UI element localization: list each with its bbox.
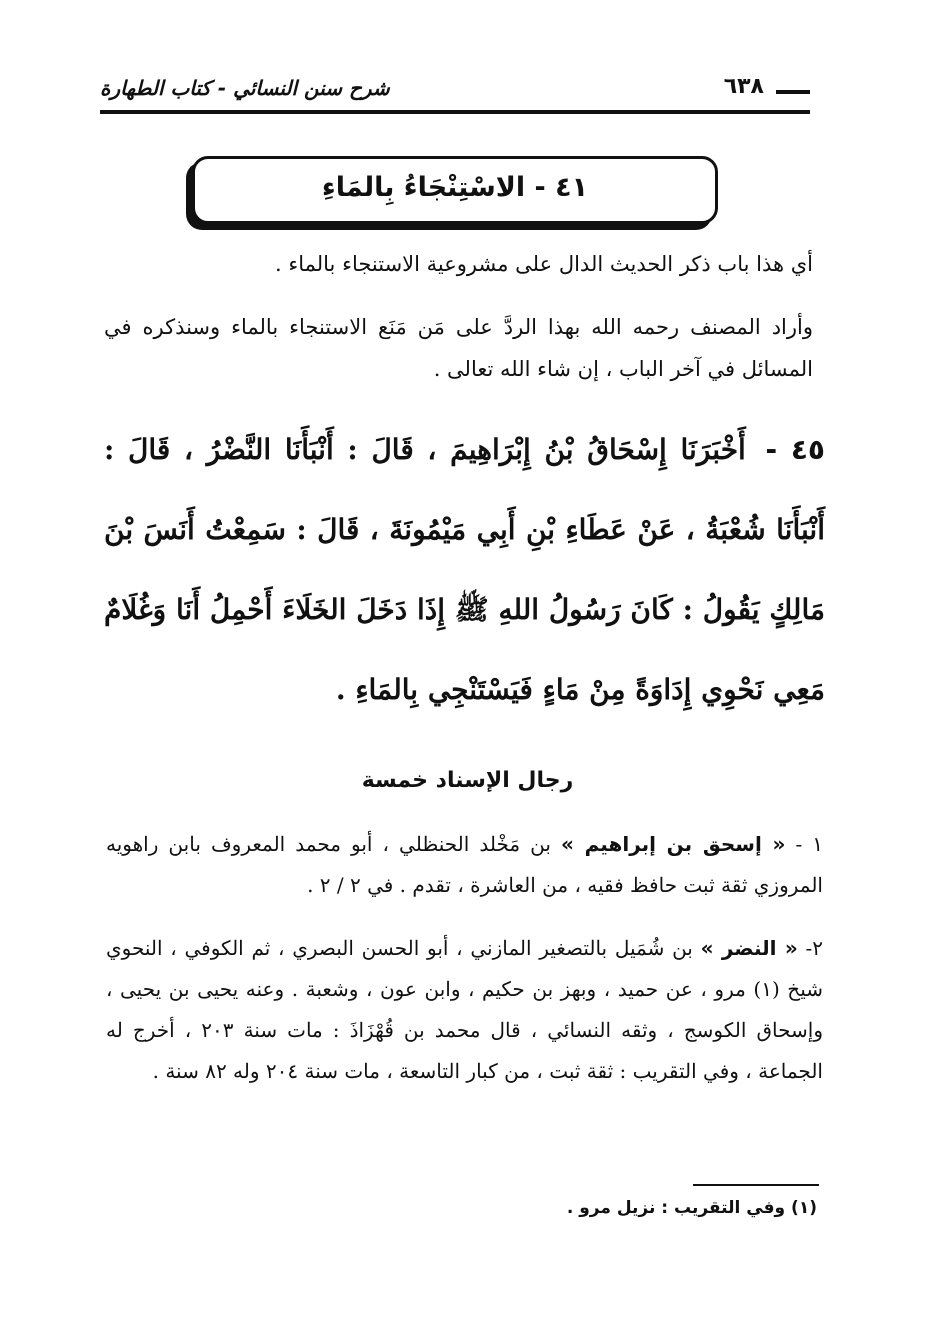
intro-paragraph-1: أي هذا باب ذكر الحديث الدال على مشروعية الاستنجاء بالماء . (275, 252, 813, 276)
hadith-body: أَخْبَرَنَا إِسْحَاقُ بْنُ إِبْرَاهِيمَ ، قَالَ : أَنْبَأَنَا النَّضْرُ ، قَالَ : أَنْبَأَنَا شُعْبَةُ ، عَنْ عَطَاءِ بْنِ أَبِي مَيْمُونَةَ ، قَالَ : سَمِعْتُ أَنَسَ بْنَ مَالِكٍ يَقُولُ : كَانَ رَسُولُ اللهِ ﷺ إِذَا دَخَلَ الخَلَاءَ أَحْمِلُ أَنَا وَغُلَامٌ مَعِي نَحْوِي إِدَاوَةً مِنْ مَاءٍ فَيَسْتَنْجِي بِالمَاءِ . (104, 433, 825, 706)
narrator-description: بن شُمَيل بالتصغير المازني ، أبو الحسن البصري ، ثم الكوفي ، النحوي شيخ (١) مرو ، عن حميد ، وبهز بن حكيم ، وابن عون ، وشعبة . وعنه يحيى بن يحيى ، وإسحاق الكوسج ، وثقه النسائي ، قال محمد بن قُهْزَاذَ : مات سنة ٢٠٣ ، أخرج له الجماعة ، وفي التقريب : ثقة ثبت ، من كبار التاسعة ، مات سنة ٢٠٤ وله ٨٢ سنة . (106, 936, 823, 1083)
running-header (100, 70, 810, 114)
header-dash (776, 90, 810, 94)
footnote-separator (693, 1184, 819, 1186)
narrator-entry-1 (106, 824, 823, 906)
narrator-description: بن مَخْلد الحنظلي ، أبو محمد المعروف بابن راهويه المروزي ثقة ثبت حافظ فقيه ، من العاشرة ، تقدم . في ٢ / ٢ . (106, 832, 823, 897)
hadith-number: ٤٥ - (765, 433, 825, 466)
narrator-name: « إسحق بن إبراهيم » (561, 832, 786, 856)
narrator-name: « النضر » (700, 936, 798, 960)
narrator-number: ٢- (805, 936, 823, 960)
book-title: شرح سنن النسائي - كتاب الطهارة (100, 76, 390, 100)
page-number: ٦٣٨ (718, 74, 770, 99)
chapter-title-box (192, 156, 718, 224)
chapter-title: ٤١ - الاسْتِنْجَاءُ بِالمَاءِ (321, 172, 589, 203)
narrator-entry-2 (106, 928, 823, 1092)
narrator-number: ١ - (795, 832, 824, 856)
footnote-1: (١) وفي التقريب : نزيل مرو . (566, 1198, 817, 1218)
intro-paragraph-2: وأراد المصنف رحمه الله بهذا الردَّ على مَن مَنَع الاستنجاء بالماء وسنذكره في المسائل في آخر الباب ، إن شاء الله تعالى . (104, 315, 813, 381)
section-heading: رجال الإسناد خمسة (361, 768, 574, 793)
hadith-text (104, 410, 825, 730)
